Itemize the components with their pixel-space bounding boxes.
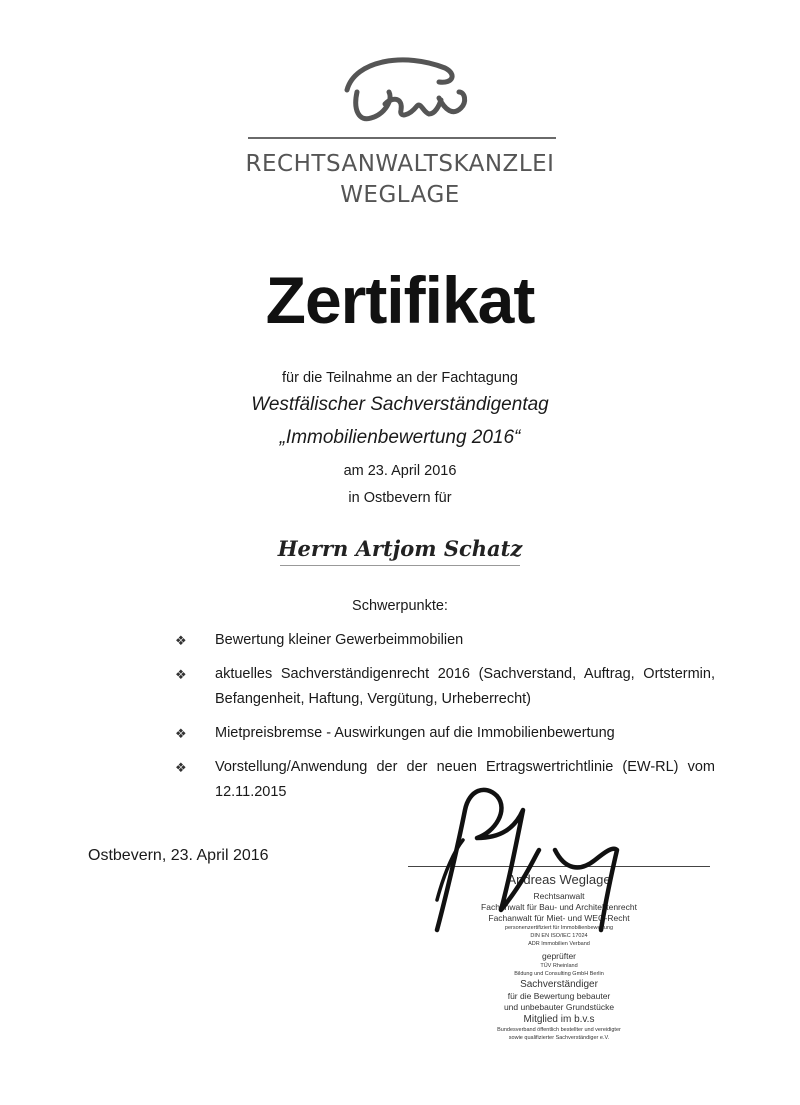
- signatory-expert: Sachverständiger: [520, 979, 598, 990]
- list-item: [175, 628, 715, 653]
- diamond-bullet-icon: ❖: [175, 633, 187, 648]
- recipient-underline: [280, 565, 520, 566]
- event-place: in Ostbevern für: [348, 490, 452, 506]
- recipient-name: Herrn Artjom Schatz: [277, 536, 523, 561]
- event-name: Westfälischer Sachverständigentag: [251, 394, 549, 415]
- diamond-bullet-icon: ❖: [175, 667, 187, 682]
- signature-stroke-right: [555, 849, 617, 930]
- signatory-role: Fachanwalt für Miet- und WEG-Recht: [488, 913, 630, 923]
- firm-name-line1: RECHTSANWALTSKANZLEI: [245, 151, 555, 177]
- signatory-certification: geprüfter: [541, 951, 577, 961]
- signatory-note: ADR Immobilien Verband: [528, 941, 590, 947]
- signatory-certification: TÜV Rheinland: [540, 963, 578, 969]
- list-item-text: Bewertung kleiner Gewerbeimmobilien: [215, 632, 464, 648]
- signatory-name: Andreas Weglage: [507, 872, 611, 887]
- signatory-note: DIN EN ISO/IEC 17024: [530, 933, 588, 939]
- event-date: am 23. April 2016: [343, 463, 457, 479]
- focus-heading: Schwerpunkte:: [352, 598, 448, 614]
- handwritten-signature: [405, 780, 675, 940]
- logo-stroke-right: [439, 92, 465, 112]
- logo-stroke-middle: [385, 99, 441, 115]
- place-and-date: Ostbevern, 23. April 2016: [88, 847, 269, 864]
- signatory-expert: und unbebauter Grundstücke: [503, 1002, 615, 1012]
- signatory-certification: Bildung und Consulting GmbH Berlin: [514, 971, 604, 977]
- signatory-role: Fachanwalt für Bau- und Architektenrecht: [481, 902, 637, 912]
- event-subtitle: „Immobilienbewertung 2016“: [279, 427, 521, 448]
- certificate-title: Zertifikat: [265, 263, 535, 337]
- list-item: [175, 721, 715, 746]
- list-item: [175, 662, 715, 712]
- list-item-text: Mietpreisbremse - Auswirkungen auf die Immobilienbewertung: [215, 725, 615, 741]
- firm-logo: [335, 52, 475, 132]
- list-item-text: aktuelles Sachverständigenrecht 2016 (Sachverstand, Auftrag, Ortstermin, Befangenheit, Haftung, Vergütung, Urheberrecht): [215, 666, 715, 707]
- signatory-membership-note: sowie qualifizierter Sachverständiger e.V.: [508, 1035, 610, 1041]
- signatory-membership-note: Bundesverband öffentlich bestellter und vereidigter: [497, 1027, 621, 1033]
- signatory-membership: Mitglied im b.v.s: [523, 1014, 595, 1025]
- signatory-note: personenzertifiziert für Immobilienbewertung: [504, 925, 614, 931]
- diamond-bullet-icon: ❖: [175, 760, 187, 775]
- signatory-expert: für die Bewertung bebauter: [507, 991, 611, 1001]
- logo-stroke-top: [347, 60, 452, 90]
- list-item-text: Vorstellung/Anwendung der der neuen Ertragswertrichtlinie (EW-RL) vom 12.11.2015: [215, 759, 715, 800]
- signatory-role: Rechtsanwalt: [533, 891, 585, 901]
- logo-divider: [248, 137, 556, 139]
- intro-line: für die Teilnahme an der Fachtagung: [282, 370, 518, 386]
- diamond-bullet-icon: ❖: [175, 726, 187, 741]
- firm-name-line2: WEGLAGE: [340, 182, 460, 208]
